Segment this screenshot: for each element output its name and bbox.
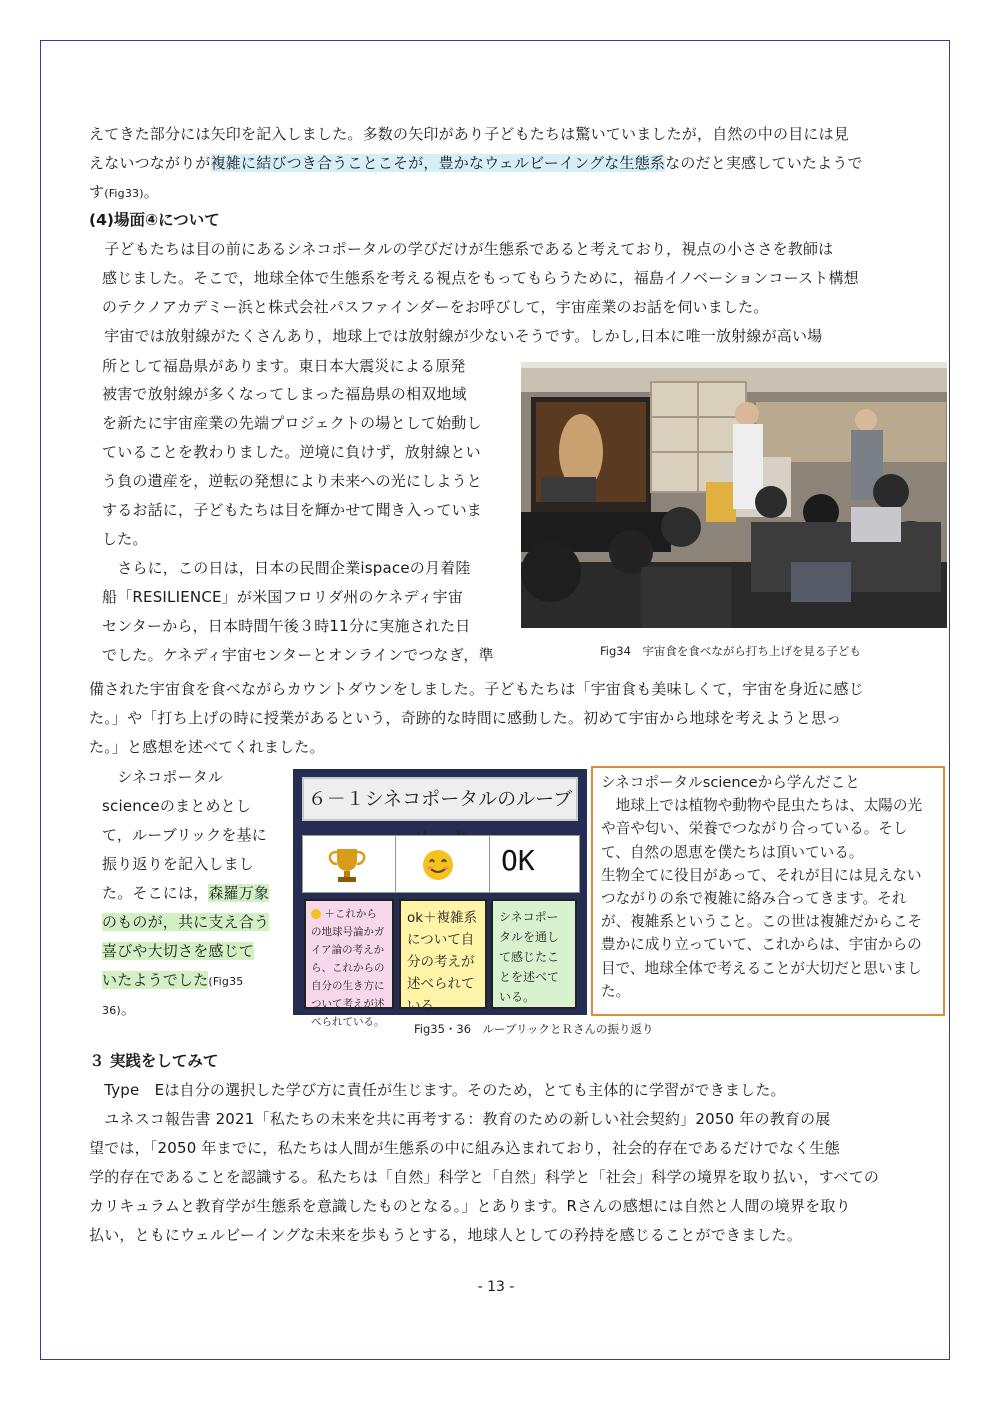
body-line xyxy=(102,967,243,996)
reflection-title: シネコポータルscienceから学んだこと xyxy=(601,774,860,791)
body-line: て，ルーブリックを基に xyxy=(102,826,267,844)
highlight: 複雑に結びつき合うことこそが，豊かなウェルビーイングな生態系 xyxy=(210,154,666,172)
smiley-icon xyxy=(421,848,455,882)
body-line xyxy=(102,938,254,966)
rubric-card-basic: シネコポータルを通して感じたことを述べている。 xyxy=(491,899,577,1009)
body-line: 子どもたちは目の前にあるシネコポータルの学びだけが生態系であると考えており，視点の小ささを教師は xyxy=(89,240,834,258)
body-line: た。」や「打ち上げの時に授業があるという，奇跡的な時間に感動した。初めて宇宙から地球を考えようと思っ xyxy=(89,709,842,727)
highlight: いたようでした xyxy=(102,971,209,989)
body-line: のテクノアカデミー浜と株式会社パスファインダーをお呼びして，宇宙産業のお話を伺いました。 xyxy=(102,298,769,316)
body-line: シネコポータル xyxy=(102,768,224,786)
section-heading: (4)場面④について xyxy=(89,211,220,229)
ok-label: OK xyxy=(501,844,535,877)
body-line: を新たに宇宙産業の先端プロジェクトの場として始動し xyxy=(102,414,482,432)
highlight: 喜びや大切さを感じて xyxy=(102,942,255,960)
reflection-body: 地球上では植物や動物や昆虫たちは、太陽の光や音や匂い、栄養でつながり合っている。そして、自然の恩恵を僕たちは頂いている。 xyxy=(601,797,923,861)
body-line: 船「RESILIENCE」が米国フロリダ州のケネディ宇宙 xyxy=(102,588,464,606)
body-line: 感じました。そこで，地球全体で生態系を考える視点をもってもらうために，福島イノベーションコースト構想 xyxy=(102,269,859,287)
figure-caption: Fig34 宇宙食を食べながら打ち上げを見る子ども xyxy=(600,644,861,658)
body-line: 振り返りを記入しまし xyxy=(102,855,255,873)
classroom-photo-illustration xyxy=(521,362,947,628)
body-line: 所として福島県があります。東日本大震災による原発 xyxy=(102,357,466,375)
body-line: 備された宇宙食を食べながらカウントダウンをしました。子どもたちは「宇宙食も美味しくて，宇宙を身近に感じ xyxy=(89,680,864,698)
body-line: センターから，日本時間午後３時11分に実施された日 xyxy=(102,617,471,635)
body-line: 宇宙では放射線がたくさんあり，地球上では放射線が少ないそうです。しかし,日本に唯一放射線が高い場 xyxy=(89,327,823,345)
smiley-icon xyxy=(311,909,321,919)
body-line: するお話に，子どもたちは目を輝かせて聞き入っていま xyxy=(102,501,483,519)
body-line: Type Eは自分の選択した学び方に責任が生じます。そのため，とても主体的に学習ができました。 xyxy=(89,1081,786,1099)
section-heading: ３ 実践をしてみて xyxy=(89,1052,219,1070)
reflection-body: 生物全てに役目があって、それが目には見えないつながりの糸で複雑に絡み合ってきます。それが、複雑系ということ。この世は複雑だからこそ豊かに成り立っていて、これからは、宇宙からの目で、地球全体で考えることが大切だと思いました。 xyxy=(601,866,923,1000)
body-line: 36)。 xyxy=(102,1000,137,1018)
body-line: した。 xyxy=(102,530,148,548)
body-line: う負の遺産を，逆転の発想により未来への光にしようと xyxy=(102,472,483,490)
body-line: 学的存在であることを認識する。私たちは「自然」科学と「自然」科学と「社会」科学の境界を取り払い，すべての xyxy=(89,1168,880,1186)
body-line: た。」と感想を述べてくれました。 xyxy=(89,738,325,756)
trophy-icon xyxy=(325,846,369,884)
reflection-box xyxy=(591,766,945,1016)
body-line: えないつながりが複雑に結びつき合うことこそが，豊かなウェルビーイングな生態系なのだと実感していたようで xyxy=(89,154,863,172)
rubric-title: ６－１シネコポータルのルーブ xyxy=(302,777,578,821)
rubric-card-top: ＋これからの地球号論かガイア論の考えから、これからの自分の生き方について考えが述べられている。 xyxy=(304,899,394,1009)
highlight: 森羅万象 xyxy=(208,884,270,902)
classroom-photo xyxy=(521,362,947,628)
page-number: - 13 - xyxy=(477,1279,515,1295)
figure-ref: (Fig33) xyxy=(104,187,144,200)
body-line: scienceのまとめとし xyxy=(102,797,252,815)
body-line: えてきた部分には矢印を記入しました。多数の矢印があり子どもたちは驚いていましたが，自然の中の目には見 xyxy=(89,125,850,143)
body-line: す(Fig33)。 xyxy=(89,183,159,201)
figure-ref: (Fig35 xyxy=(208,975,244,988)
body-line: 被害で放射線が多くなってしまった福島県の相双地域 xyxy=(102,385,467,403)
body-line: ユネスコ報告書 2021「私たちの未来を共に再考する：教育のための新しい社会契約」2050 年の教育の展 xyxy=(89,1110,831,1128)
rubric-image xyxy=(293,769,587,1028)
highlight: のものが，共に支え合う xyxy=(102,913,270,931)
body-line: カリキュラムと教育学が生態系を意識したものとなる。」とあります。Rさんの感想には自然と人間の境界を取り xyxy=(89,1197,851,1215)
rubric-card-middle: ok＋複雑系について自分の考えが述べられている。 xyxy=(399,899,487,1009)
rubric-header-row xyxy=(302,835,580,893)
body-line: 払い，ともにウェルビーイングな未来を歩もうとする，地球人としての矜持を感じることができました。 xyxy=(89,1226,802,1244)
body-line: でした。ケネディ宇宙センターとオンラインでつなぎ，準 xyxy=(102,646,494,664)
body-line xyxy=(102,909,269,937)
figure-ref: 36) xyxy=(102,1004,121,1017)
body-line: さらに，この日は，日本の民間企業ispaceの月着陸 xyxy=(102,559,471,577)
body-line: 望では，「2050 年までに，私たちは人間が生態系の中に組み込まれており，社会的存在であるだけでなく生態 xyxy=(89,1139,840,1157)
body-line: た。そこには，森羅万象 xyxy=(102,884,270,902)
figure-caption: Fig35・36 ルーブリックとＲさんの振り返り xyxy=(414,1022,654,1036)
body-line: ていることを教わりました。逆境に負けず，放射線とい xyxy=(102,443,481,461)
